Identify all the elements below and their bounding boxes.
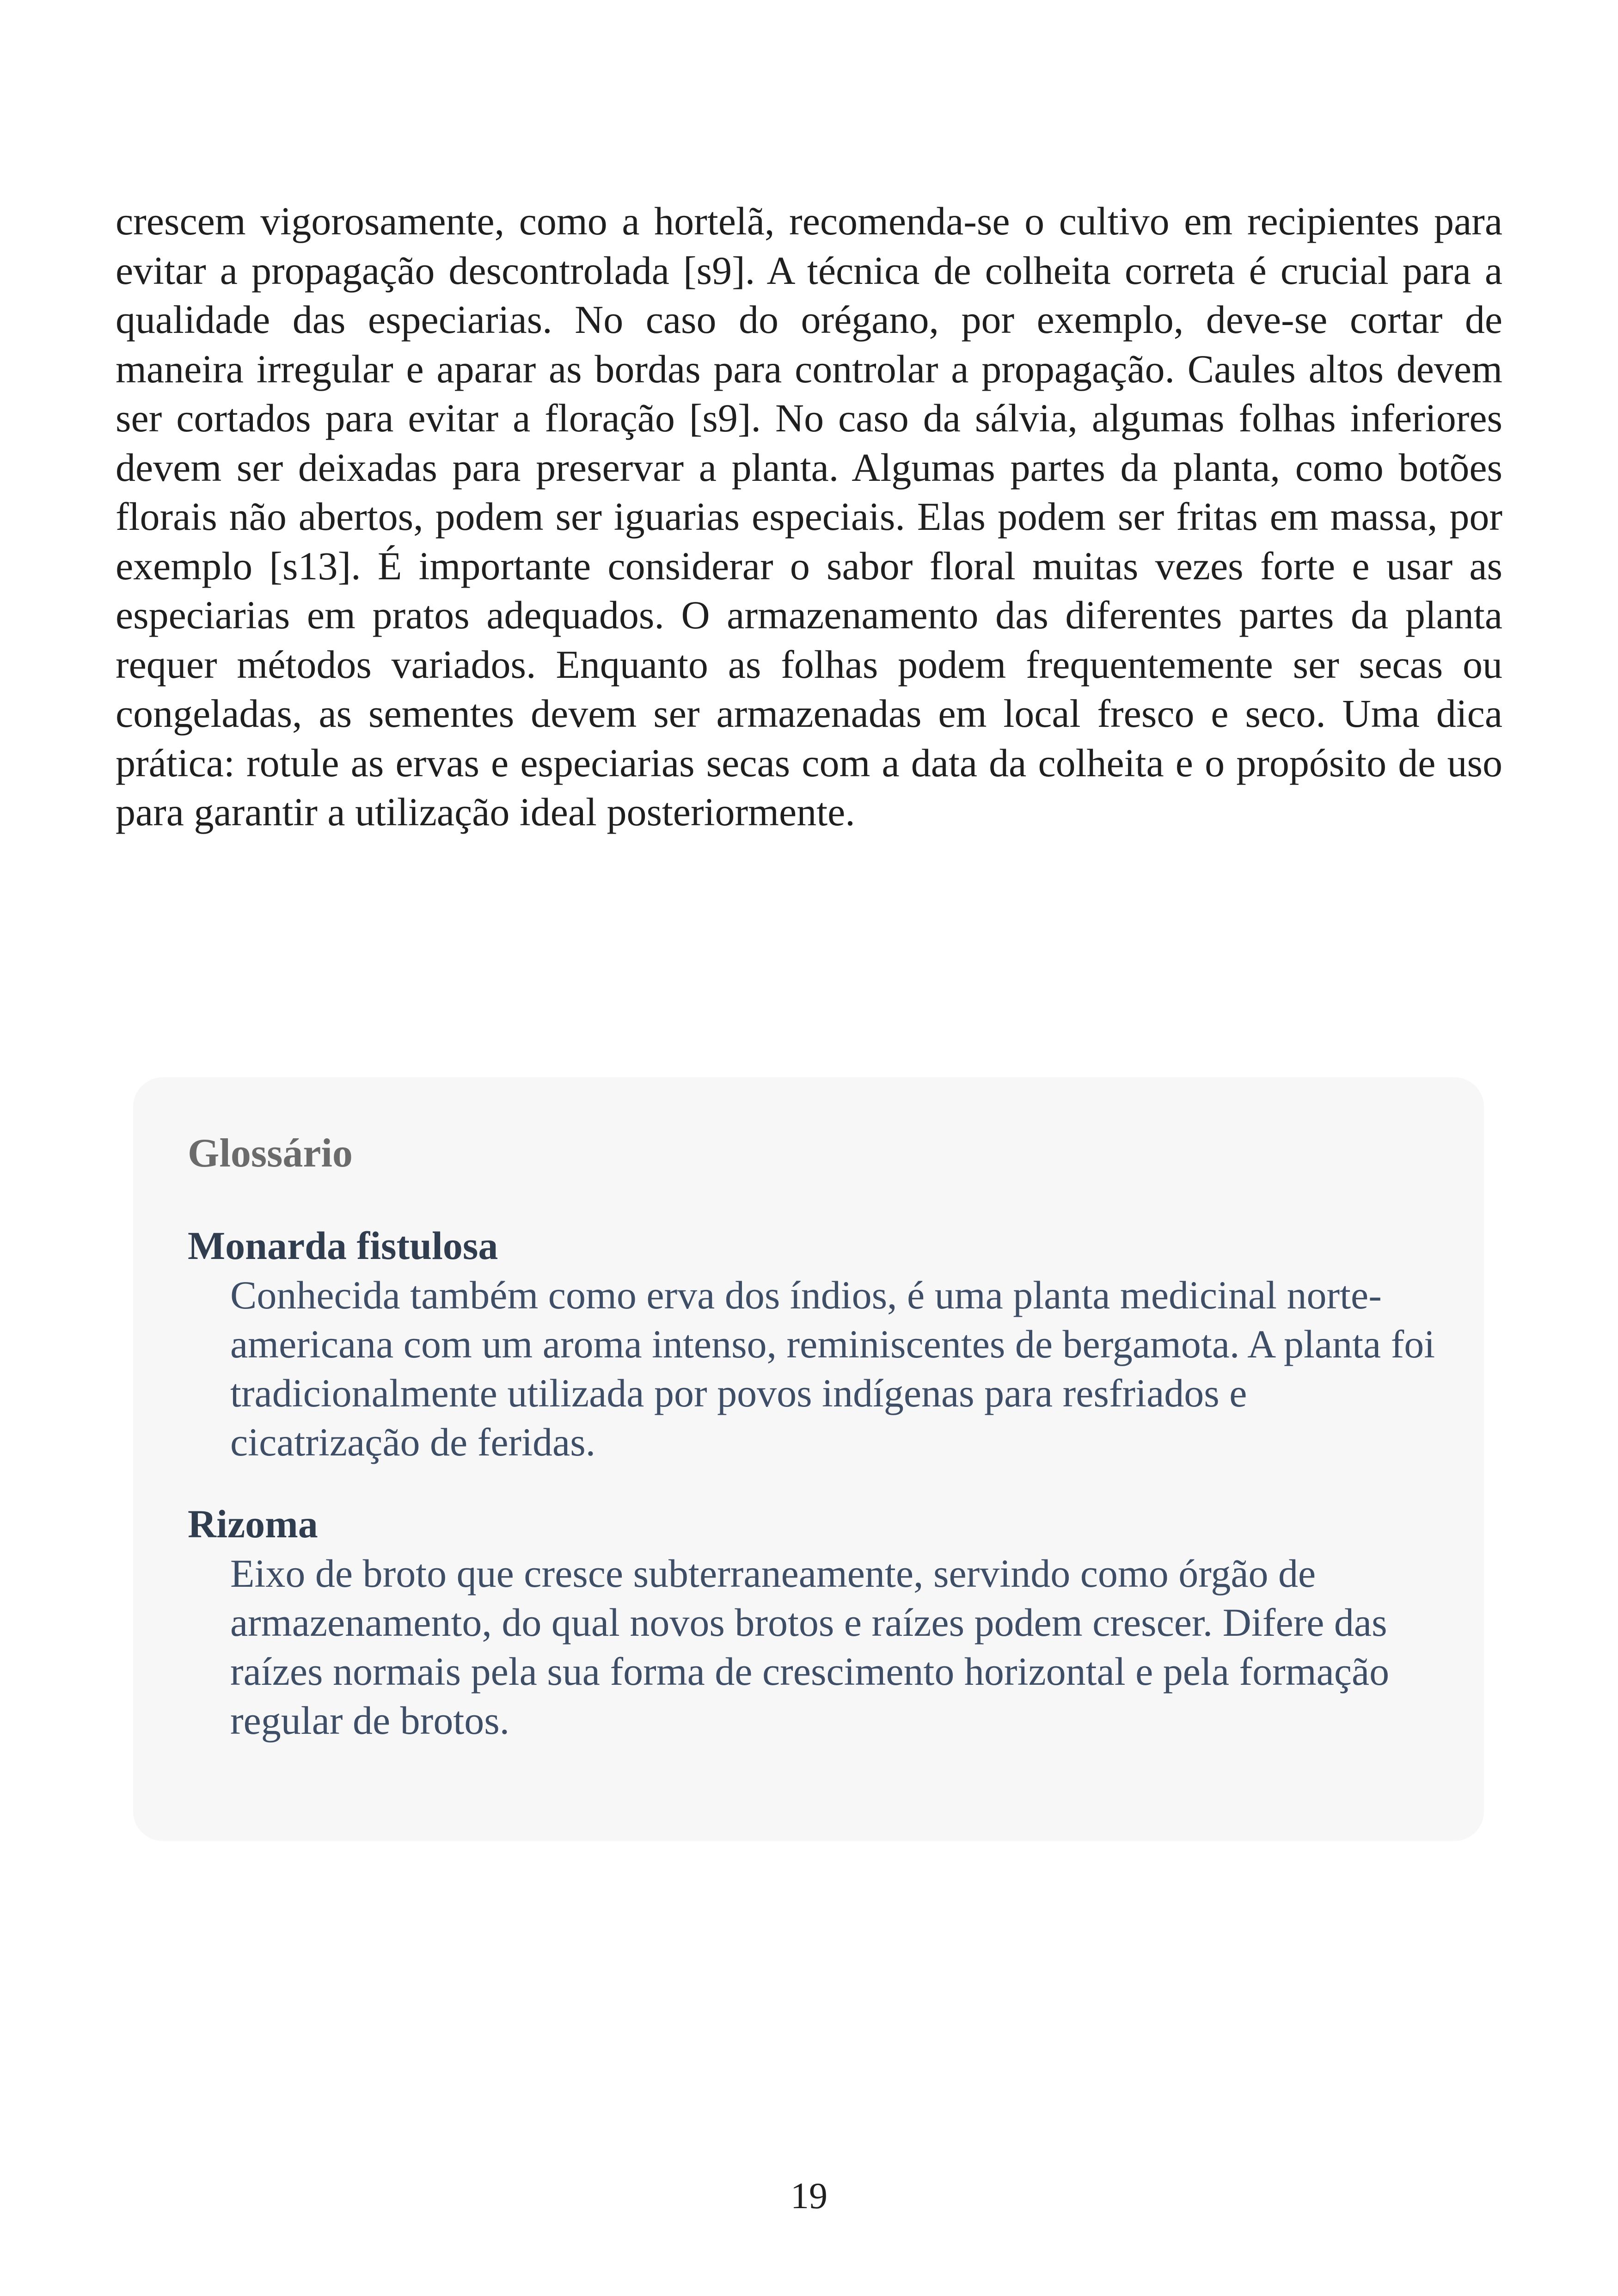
glossary-term: Rizoma [188, 1502, 318, 1546]
page-number: 19 [791, 2176, 827, 2216]
glossary-entry [188, 1221, 1484, 1467]
glossary-term: Monarda fistulosa [188, 1223, 498, 1268]
glossary-definition: Eixo de broto que cresce subterraneamente, servindo como órgão de armazenamento, do qual novos brotos e raízes podem crescer. Difere das raízes normais pela sua forma de crescimento horizontal e pela formação regular de brotos. [230, 1551, 1390, 1743]
glossary-definition: Conhecida também como erva dos índios, é uma planta medicinal norte-americana com um aroma intenso, reminiscentes de bergamota. A planta foi tradicionalmente utilizada por povos indígenas para resfriados e cicatrização de feridas. [230, 1273, 1435, 1464]
glossary-title: Glossário [188, 1131, 353, 1176]
glossary-entry [188, 1499, 1484, 1745]
glossary-box [133, 1077, 1484, 1841]
body-paragraph: crescem vigorosamente, como a hortelã, recomenda-se o cultivo em recipientes para evitar a propagação descontrolada [s9]. A técnica de colheita correta é crucial para a qualidade das especiarias. No caso do orégano, por exemplo, deve-se cortar de maneira irregular e aparar as bordas para controlar a propagação. Caules altos devem ser cortados para evitar a floração [s9]. No caso da sálvia, algumas folhas inferiores devem ser deixadas para preservar a planta. Algumas partes da planta, como botões florais não abertos, podem ser iguarias especiais. Elas podem ser fritas em massa, por exemplo [s13]. É importante considerar o sabor floral muitas vezes forte e usar as especiarias em pratos adequados. O armazenamento das diferentes partes da planta requer métodos variados. Enquanto as folhas podem frequentemente ser secas ou congeladas, as sementes devem ser armazenadas em local fresco e seco. Uma dica prática: rotule as ervas e especiarias secas com a data da colheita e o propósito de uso para garantir a utilização ideal posteriormente. [116, 199, 1502, 834]
